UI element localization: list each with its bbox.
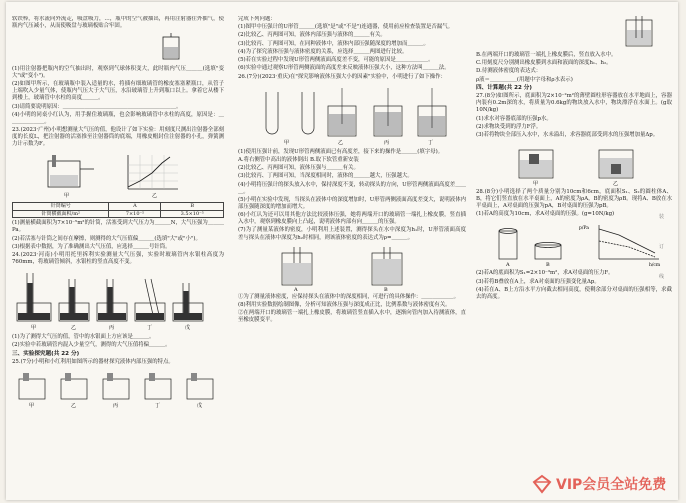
fig-caption: 丁 bbox=[147, 325, 153, 332]
vip-watermark[interactable] bbox=[532, 471, 682, 497]
figure-tube-in-water bbox=[476, 16, 666, 50]
table-header: 针筒编号 bbox=[13, 203, 109, 211]
paragraph: (4)小明将压强计的探头放入水中，保持深度不变，转动探头的方向，U形管两侧液面高度差＿＿＿。 bbox=[238, 181, 466, 195]
paragraph: (1)图甲中压强计的U形管＿＿＿(选填"是"或"不是")连通器，使用前应检查装置是否漏气。 bbox=[238, 24, 453, 31]
paragraph: (1)若A的高度为10cm，求A对桌面的压强。(g=10N/kg) bbox=[476, 211, 615, 218]
paragraph: (5)小明在实验中发现，当探头在液体中的深度增加时，U形管两侧液面高度差变大，说明液体内部压强随深度的增加而增大。 bbox=[238, 196, 466, 210]
paragraph: 完成下列问题： bbox=[238, 16, 276, 22]
paragraph: (3)请简要说明原因：＿＿＿＿＿＿＿＿＿＿＿＿＿＿＿＿＿＿＿＿＿。 bbox=[12, 103, 182, 110]
fig-caption: B bbox=[384, 286, 388, 291]
paragraph: (4)若在A、B上方沿水平方向截去相同高度，使剩余部分对桌面的压强相等，求截去的高度。 bbox=[476, 286, 672, 300]
formula-blank: ρ液＝＿＿＿＿＿(用题中字母和ρ水表示) bbox=[476, 76, 573, 83]
paragraph: ②在两端开口的玻璃管一端扎上橡皮膜，将玻璃管竖直插入水中，逐渐向管内加入待测液体，直至橡皮膜变平。 bbox=[238, 310, 466, 324]
paragraph: (4)为了探究液体压强与液体密度的关系，应选择＿＿＿两图进行比较。 bbox=[238, 48, 408, 55]
paragraph: A.将右侧管中高出的液体倒出 B.取下软管重新安装 bbox=[238, 156, 359, 163]
question-23: 23.(2023·广州)小明想测量大气压的值，他设计了如下实验：用刻度尺测出注射器全部刻度的长度L，把注射器的活塞推至注射器筒的底端，用橡皮帽封住注射器的小孔，弹簧测力计示数为F。 bbox=[12, 127, 224, 148]
fig-caption: 甲 bbox=[64, 193, 70, 200]
fig-caption: A bbox=[294, 286, 298, 291]
fig-caption: 甲 bbox=[31, 325, 37, 332]
paragraph: (3)比较丙、丁两图可知，当深度相同时，液体的＿＿＿越大，压强越大。 bbox=[238, 173, 413, 180]
figure-26-beakers bbox=[252, 245, 452, 291]
fig-caption: 乙 bbox=[338, 139, 344, 146]
fig-caption: 丙 bbox=[384, 139, 390, 146]
axis-label: h/cm bbox=[649, 263, 661, 268]
fig-caption: 乙 bbox=[71, 402, 77, 409]
figure-25-apparatus-row bbox=[13, 369, 223, 409]
fig-caption: 丁 bbox=[428, 139, 434, 146]
table-header: B bbox=[161, 203, 224, 211]
paragraph: (2)如图甲所示，在玻璃瓶中装入适量的水，将插有细玻璃管的橡皮塞塞紧瓶口，从管子上端吹入少量气体，使瓶内气压大于大气压，水沿玻璃管上升到瓶口以上。拿着它从楼下到楼上，玻璃管中水柱的高度＿＿＿。 bbox=[12, 81, 224, 102]
fig-caption: 戊 bbox=[197, 402, 203, 409]
fig-caption: A bbox=[506, 262, 510, 268]
fig-caption: 甲 bbox=[29, 402, 35, 409]
paragraph: (2)比较乙、丙两图可知，液体内部压强与液体的＿＿＿有关。 bbox=[238, 32, 386, 39]
column-left bbox=[12, 16, 224, 492]
paragraph: (1)使用压强计前，发现U形管两侧液面已有高度差，接下来的操作是＿＿＿(填字母)。 bbox=[238, 148, 444, 155]
paragraph: (3)若将物块全部压入水中，水未溢出，求容器底部受到水的压强增加量Δp。 bbox=[476, 131, 659, 138]
paragraph: (1)测量横截面积为7×10⁻⁵m²的针筒，活塞受到大气压力为＿＿＿N，大气压强为＿＿＿Pa。 bbox=[12, 220, 224, 234]
table-cell: 7×10⁻⁵ bbox=[109, 210, 161, 218]
paragraph: (2)实验中若玻璃管内混入少量空气，测得的大气压值将偏＿＿＿。 bbox=[12, 342, 171, 349]
fig-caption: 乙 bbox=[613, 181, 619, 187]
column-middle bbox=[238, 16, 466, 492]
binding-line-mark: 装 订 线 bbox=[658, 214, 664, 280]
figure-23-syringe-graph bbox=[38, 151, 198, 199]
figure-28-cylinders-graph bbox=[479, 221, 669, 267]
question-25: 25.(7分)小明和小红利用如图所示的器材探究液体内部压强的特点。 bbox=[12, 358, 174, 365]
fig-caption: 丙 bbox=[113, 402, 119, 409]
section-heading: 四、计算题(共 22 分) bbox=[476, 84, 532, 91]
fig-caption: 甲 bbox=[533, 181, 539, 187]
figure-27-containers bbox=[479, 142, 669, 186]
paragraph: (1)为了测得大气压的值，管中的水银面上方应该是＿＿＿。 bbox=[12, 334, 155, 341]
data-table bbox=[12, 202, 224, 218]
paragraph: 软铁棒，将水流向外流走，吸盘吸力，…，瓶中的空气被抽出，再用注射器往外抽气，使瓶内气压减小，从而使吸盘与玻璃板贴合牢固。 bbox=[12, 16, 224, 30]
fig-caption: 乙 bbox=[71, 325, 77, 332]
paragraph: (5)若在实验过程中发现U形管两侧液面高度差不变，可能的原因是＿＿＿＿＿＿。 bbox=[238, 57, 434, 64]
figure-bottle-apparatus bbox=[43, 33, 193, 63]
paragraph: (1)用注射器把瓶内的空气抽出时，观察到气球体积变大，此时瓶内气压＿＿＿(选填"变大"或"变小")。 bbox=[12, 66, 224, 80]
table-cell: 3.5×10⁻⁵ bbox=[161, 210, 224, 218]
paragraph: (2)比较乙、丙两图可知，液体压强与＿＿＿有关。 bbox=[238, 165, 359, 172]
column-right bbox=[476, 16, 672, 492]
paragraph: (6)实验中通过观察U形管两侧液面的高度差来反映液体压强大小，这种方法叫＿＿＿法。 bbox=[238, 65, 450, 72]
exam-page bbox=[6, 2, 678, 500]
figure-24-mercury-tubes bbox=[13, 269, 223, 331]
paragraph: (3)根据表中数据，为了准确测出大气压值，应选择＿＿＿号针筒。 bbox=[12, 243, 171, 250]
paragraph: (4)小明的同桌小红认为，用手握住玻璃瓶，也会影响玻璃管中水柱的高度，原因是：＿＿＿＿＿＿＿。 bbox=[12, 111, 224, 125]
watermark-text: VIP会员全站免费 bbox=[556, 477, 667, 493]
fig-caption: 丁 bbox=[155, 402, 161, 409]
fig-caption: B bbox=[546, 262, 550, 268]
paragraph: (3)若将B叠放在A上，求A对桌面的压强变化量Δp。 bbox=[476, 278, 600, 285]
paragraph: B.在两端开口的玻璃管一端扎上橡皮膜后，竖直放入水中。 bbox=[476, 52, 617, 58]
paragraph: ①为了测量液体密度，应保持探头在液体中的深度相同，可进行的具体操作：＿＿＿＿＿＿。 bbox=[238, 293, 460, 300]
axis-label: p/Pa bbox=[579, 226, 589, 232]
paragraph: (7)为了测量某液体的密度，小明利用上述装置，测得探头在水中深度为h₁时，U形管液面高度差与探头在液体中深度为h₂时相同，则该液体密度的表达式为ρ=＿＿＿。 bbox=[238, 227, 466, 241]
question-27: 27.(8分)如图所示，底面积为2×10⁻²m²的薄壁圆柱形容器放在水平地面上，容器内装有0.2m深的水，将质量为0.6kg的物块放入水中，物块漂浮在水面上。(g取10N/kg) bbox=[476, 93, 672, 114]
question-28: 28.(8分)小明选择了两个质量分别为10cm和6cm，底面积S₁、S₂的圆柱体A、B，将它们竖直放在水平桌面上，A的密度为ρA，B的密度为ρB。现将A、B放在水平桌面上，A对桌面的压强为pA，B对桌面的压强为pB。 bbox=[476, 189, 672, 210]
question-24: 24.(2023·河南)小明用托里拆利实验测量大气压强，实验时玻璃管内水银柱高度为760mm，将玻璃管倾斜，水银柱的竖直高度不变。 bbox=[12, 252, 224, 266]
fig-caption: 甲 bbox=[284, 139, 290, 146]
paragraph: C.用刻度尺分别测出橡皮膜到水面和液面的深度h₁、h₂。 bbox=[476, 60, 612, 67]
fig-caption: 乙 bbox=[152, 193, 158, 200]
diamond-icon bbox=[532, 474, 552, 494]
paragraph: (6)小红认为还可以用其他方法比较液体压强，她将两端开口的玻璃管一端扎上橡皮膜，竖直插入水中，观察到橡皮膜向上凸起，说明液体内部有向＿＿＿的压强。 bbox=[238, 212, 466, 226]
section-heading: 三、实验探究题(共 22 分) bbox=[12, 350, 80, 357]
paragraph: (2)若A的底面积为S₁=2×10⁻³m²，求A对桌面的压力F。 bbox=[476, 270, 614, 277]
paragraph: (2)若活塞与针筒之间存在摩擦，则测得的大气压值偏＿＿＿(选填"大"或"小")。 bbox=[12, 235, 201, 242]
fig-caption: 丙 bbox=[109, 325, 115, 332]
paragraph: D.待测液体密度的表达式： bbox=[476, 68, 542, 75]
question-26: 26.(7分)(2023·重庆)在"探究影响液体压强大小的因素"实验中，小明进行了如下操作： bbox=[238, 73, 446, 80]
figure-26-pressure-gauges bbox=[252, 84, 452, 146]
paragraph: (8)利用实验数据绘制图像，分析可知液体压强与深度成正比，比例系数与液体密度有关。 bbox=[238, 301, 451, 308]
paragraph: (1)求水对容器底部的压强p水。 bbox=[476, 115, 552, 122]
fig-caption: 戊 bbox=[185, 325, 191, 332]
paragraph: (3)比较丙、丁两图可知，在同种液体中，液体内部压强随深度的增加而＿＿＿。 bbox=[238, 40, 429, 47]
table-cell: 针筒横截面积/m² bbox=[13, 210, 109, 218]
paragraph: (2)求物块受到的浮力F浮。 bbox=[476, 123, 542, 130]
table-header: A bbox=[109, 203, 161, 211]
